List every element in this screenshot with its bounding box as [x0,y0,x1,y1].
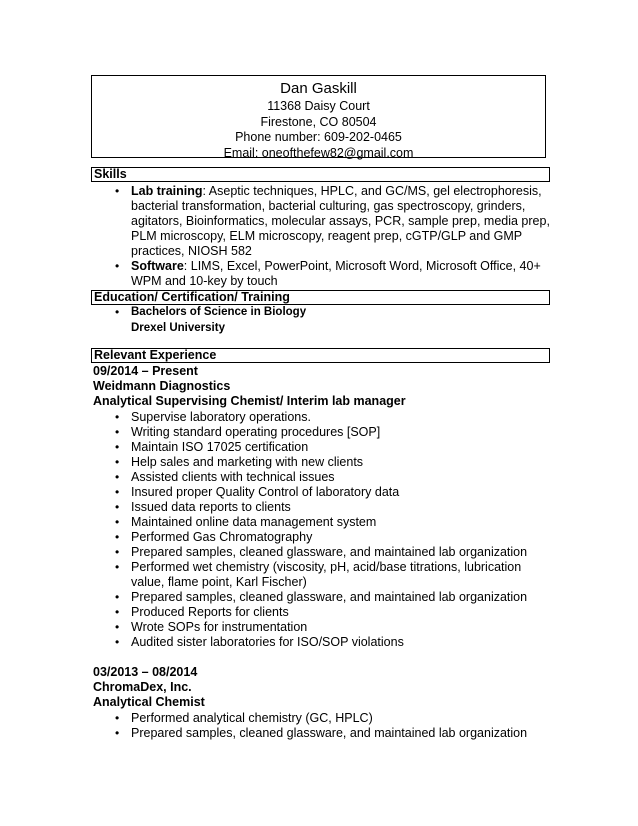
bullet-icon: • [115,440,120,454]
bullet-icon: • [115,635,120,649]
skill-text: : LIMS, Excel, PowerPoint, Microsoft Word, Microsoft Office, 40+ WPM and 10-key by touch [131,259,541,288]
skill-text: : Aseptic techniques, HPLC, and GC/MS, gel electrophoresis, bacterial transformation, bacterial culturing, gas spectroscopy, grinders, agitators, Bioinformatics, molecular assays, PCR, sample prep, media prep, PLM microscopy, ELM microscopy, reagent prep, cGTP/GLP and GMP practices, NIOSH 582 [131,184,550,258]
bullet-icon: • [115,259,120,273]
contact-header [91,75,546,158]
bullet-icon: • [115,530,120,544]
duty-text: Audited sister laboratories for ISO/SOP violations [131,635,404,649]
list-item [91,485,551,500]
skills-heading: Skills [91,167,550,182]
duty-text: Maintain ISO 17025 certification [131,440,309,454]
duty-text: Performed wet chemistry (viscosity, pH, acid/base titrations, lubrication value, flame point, Karl Fischer) [131,560,522,589]
bullet-icon: • [115,711,120,725]
duty-text: Prepared samples, cleaned glassware, and maintained lab organization [131,726,528,740]
email-address: Email: oneofthefew82@gmail.com [223,145,414,160]
duty-text: Prepared samples, cleaned glassware, and maintained lab organization [131,590,528,604]
bullet-icon: • [115,515,120,529]
bullet-icon: • [115,184,120,198]
bullet-icon: • [115,545,120,559]
city-state-zip: Firestone, CO 80504 [260,114,377,129]
phone-number: Phone number: 609-202-0465 [235,130,402,144]
bullet-icon: • [115,560,120,574]
duty-text: Writing standard operating procedures [SOP] [131,425,381,439]
education-heading: Education/ Certification/ Training [91,290,550,305]
street-address: 11368 Daisy Court [267,99,370,113]
applicant-name: Dan Gaskill [280,80,357,97]
duty-text: Performed Gas Chromatography [131,530,313,544]
duty-text: Prepared samples, cleaned glassware, and maintained lab organization [131,545,528,559]
job-company: Weidmann Diagnostics [93,379,231,393]
duty-text: Maintained online data management system [131,515,377,529]
bullet-icon: • [115,305,120,319]
bullet-icon: • [115,726,120,740]
list-item [91,620,551,635]
duty-text: Issued data reports to clients [131,500,291,514]
list-item [91,590,551,605]
list-item [91,455,551,470]
job-role: Analytical Supervising Chemist/ Interim lab manager [93,394,406,408]
bullet-icon: • [115,485,120,499]
bullet-icon: • [115,455,120,469]
bullet-icon: • [115,425,120,439]
job-dates: 09/2014 – Present [93,364,198,378]
list-item [91,530,551,545]
list-item [91,515,551,530]
education-list [91,305,551,320]
list-item [91,635,551,650]
duty-text: Performed analytical chemistry (GC, HPLC) [131,711,373,725]
list-item [91,425,551,440]
bullet-icon: • [115,590,120,604]
skills-list [91,184,551,289]
list-item [91,500,551,515]
job-dates: 03/2013 – 08/2014 [93,665,198,679]
duty-text: Insured proper Quality Control of laboratory data [131,485,400,499]
degree: Bachelors of Science in Biology [131,306,307,318]
list-item [91,470,551,485]
skill-label: Lab training [131,184,203,198]
bullet-icon: • [115,410,120,424]
school-name: Drexel University [131,322,225,334]
list-item [91,305,551,320]
skill-label: Software [131,259,184,273]
job-role: Analytical Chemist [93,695,205,709]
duty-text: Wrote SOPs for instrumentation [131,620,308,634]
list-item [91,560,551,590]
list-item [91,410,551,425]
duty-text: Supervise laboratory operations. [131,410,311,424]
list-item [91,440,551,455]
list-item [91,545,551,560]
experience-heading: Relevant Experience [91,348,550,363]
bullet-icon: • [115,500,120,514]
bullet-icon: • [115,620,120,634]
job-duties-list [91,410,551,650]
list-item [91,726,551,741]
duty-text: Help sales and marketing with new clients [131,455,364,469]
duty-text: Assisted clients with technical issues [131,470,335,484]
list-item [91,711,551,726]
bullet-icon: • [115,605,120,619]
duty-text: Produced Reports for clients [131,605,289,619]
list-item [91,605,551,620]
list-item [91,259,551,289]
job-company: ChromaDex, Inc. [93,680,192,694]
bullet-icon: • [115,470,120,484]
job-duties-list [91,711,551,741]
list-item [91,184,551,259]
